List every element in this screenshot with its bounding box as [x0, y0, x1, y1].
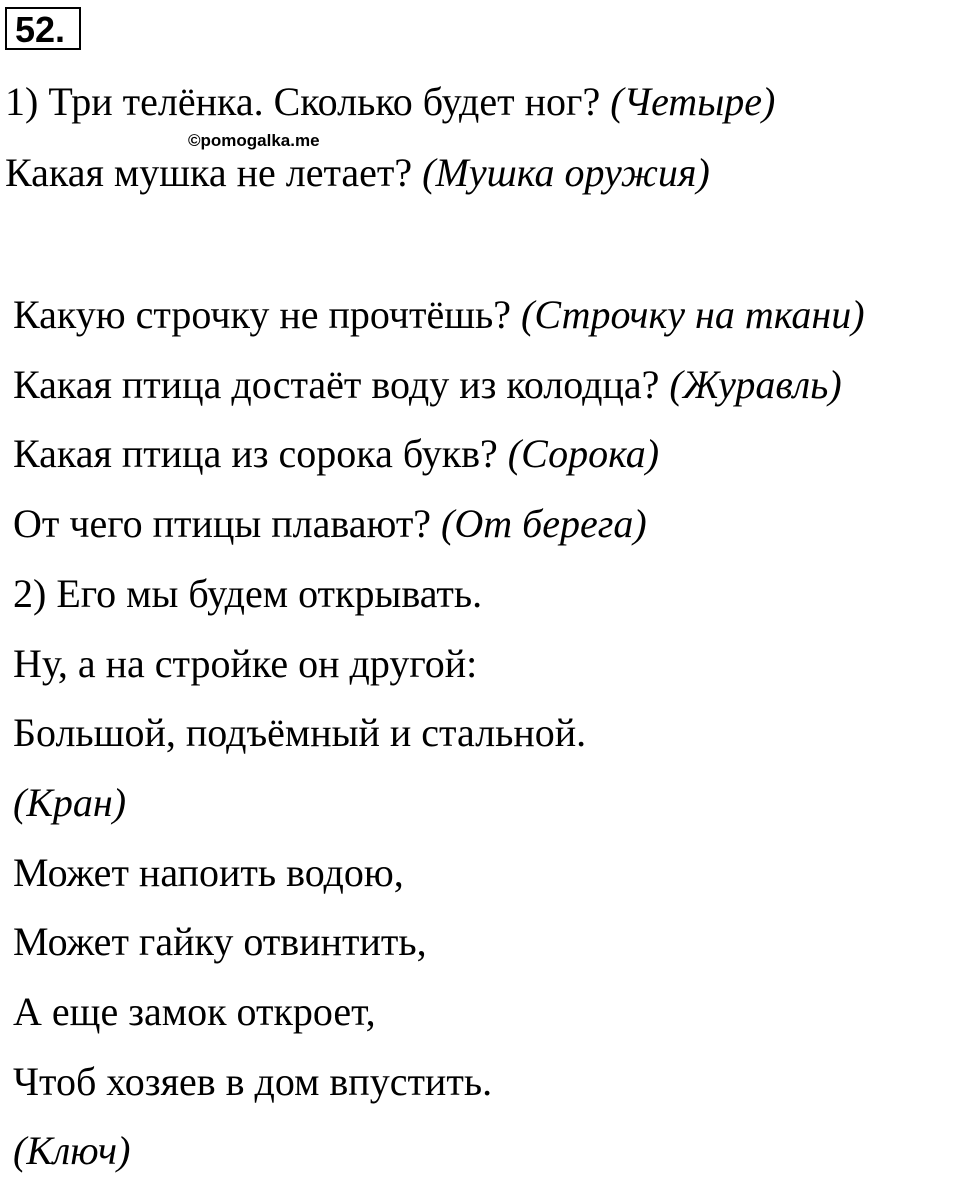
riddle-text: Большой, подъёмный и стальной. — [13, 710, 587, 755]
riddle-line-13 — [13, 988, 376, 1036]
riddle-text: 1) Три телёнка. Сколько будет ног? — [5, 79, 611, 124]
riddle-text: Может напоить водою, — [13, 850, 404, 895]
riddle-text: Какая птица достаёт воду из колодца? — [13, 362, 670, 407]
riddle-text: Чтоб хозяев в дом впустить. — [13, 1059, 493, 1104]
riddle-answer: (Ключ) — [13, 1128, 131, 1173]
riddle-text: Может гайку отвинтить, — [13, 919, 427, 964]
task-number: 52. — [5, 7, 81, 50]
riddle-answer: (Кран) — [13, 780, 127, 825]
riddle-text: Ну, а на стройке он другой: — [13, 641, 478, 686]
riddle-line-3 — [13, 291, 865, 339]
riddle-line-8 — [13, 640, 477, 688]
riddle-text: Какая птица из сорока букв? — [13, 431, 508, 476]
riddle-answer: (От берега) — [441, 501, 647, 546]
riddle-answer: (Сорока) — [507, 431, 660, 476]
riddle-line-12 — [13, 918, 427, 966]
riddle-text: Какая мушка не летает? — [5, 150, 423, 195]
riddle-answer: (Мушка оружия) — [422, 150, 710, 195]
riddle-line-11 — [13, 849, 404, 897]
riddle-line-15 — [13, 1127, 130, 1175]
riddle-line-7 — [13, 570, 482, 618]
riddle-line-1 — [5, 78, 775, 126]
riddle-text: 2) Его мы будем открывать. — [13, 571, 483, 616]
riddle-line-2 — [5, 149, 710, 197]
riddle-line-5 — [13, 430, 659, 478]
riddle-line-10 — [13, 779, 126, 827]
riddle-answer: (Журавль) — [669, 362, 842, 407]
riddle-text: А еще замок откроет, — [13, 989, 376, 1034]
riddle-answer: (Строчку на ткани) — [521, 292, 865, 337]
riddle-line-4 — [13, 361, 842, 409]
riddle-line-14 — [13, 1058, 492, 1106]
riddle-line-6 — [13, 500, 647, 548]
riddle-line-9 — [13, 709, 586, 757]
riddle-answer: (Четыре) — [610, 79, 776, 124]
riddle-text: От чего птицы плавают? — [13, 501, 442, 546]
riddle-text: Какую строчку не прочтёшь? — [13, 292, 522, 337]
watermark: ©pomogalka.me — [188, 131, 320, 150]
